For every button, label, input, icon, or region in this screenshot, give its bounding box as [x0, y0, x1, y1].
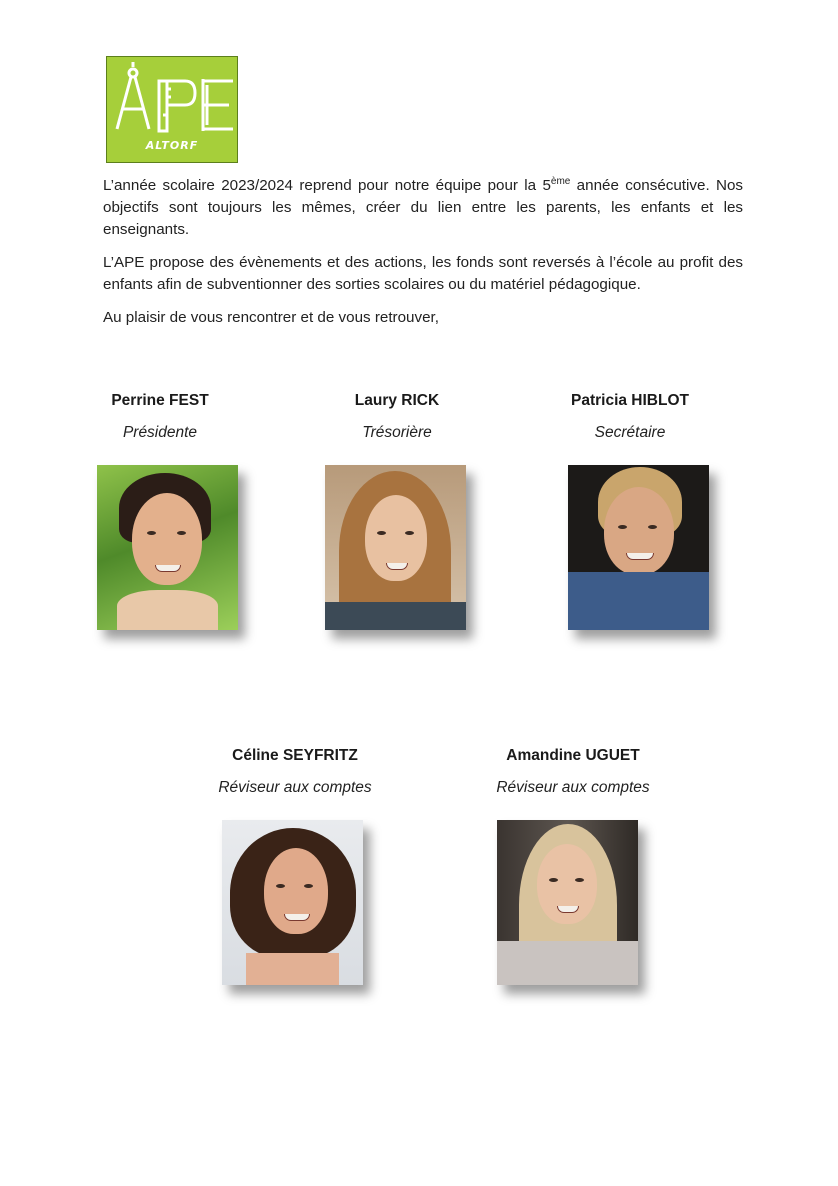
logo-subtitle: ALTORF [145, 139, 199, 152]
member-role: Réviseur aux comptes [218, 779, 372, 796]
member-name: Amandine UGUET [506, 747, 640, 764]
member-photo-laury [325, 465, 466, 630]
member-photo-amandine [497, 820, 638, 985]
intro-p1-start: L’année scolaire 2023/2024 reprend pour notre équipe pour la 5 [103, 177, 551, 194]
member-name: Perrine FEST [111, 392, 209, 409]
member-laury-rick [282, 390, 512, 444]
intro-paragraph-3: Au plaisir de vous rencontrer et de vous retrouver, [103, 309, 439, 326]
member-name: Laury RICK [354, 392, 440, 409]
member-celine-seyfritz [180, 745, 410, 799]
member-name: Céline SEYFRITZ [232, 747, 358, 764]
member-perrine-fest [45, 390, 275, 444]
intro-p1-end: année consécutive. Nos objectifs sont toujours les mêmes, créer du lien entre les parents, les enfants et les enseignants. [103, 177, 743, 238]
ape-altorf-logo [106, 56, 238, 163]
member-photo-patricia [568, 465, 709, 630]
member-role: Trésorière [362, 424, 432, 441]
member-photo-perrine [97, 465, 238, 630]
member-photo-celine [222, 820, 363, 985]
member-patricia-hiblot [515, 390, 745, 444]
intro-text [103, 175, 743, 340]
intro-paragraph-1 [103, 175, 743, 241]
intro-paragraph-2: L’APE propose des évènements et des actions, les fonds sont reversés à l’école au profit des enfants afin de subventionner des sorties scolaires ou du matériel pédagogique. [103, 254, 743, 293]
intro-p1-superscript: ème [550, 176, 571, 187]
member-name: Patricia HIBLOT [571, 392, 689, 409]
member-role: Présidente [122, 424, 198, 441]
member-role: Secrétaire [594, 424, 666, 441]
member-amandine-uguet [458, 745, 688, 799]
member-role: Réviseur aux comptes [496, 779, 650, 796]
